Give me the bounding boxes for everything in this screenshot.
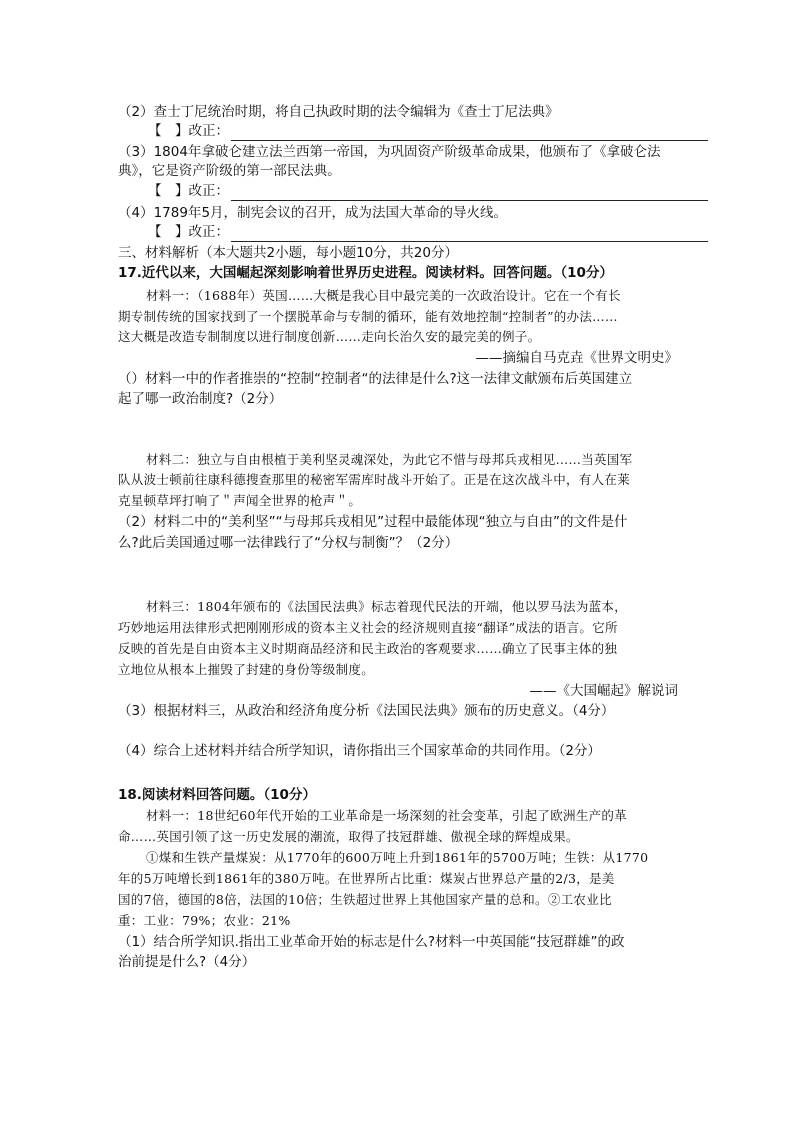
fix-row-2 bbox=[118, 121, 708, 141]
q17-material3-line3: 反映的首先是自由资本主义时期商品经济和民主政治的客观要求……确立了民事主体的独 bbox=[118, 641, 618, 656]
q18-question1-line1: （1）结合所学知识.指出工业革命开始的标志是什么?材料一中英国能“技冠群雄”的政 bbox=[118, 934, 625, 950]
q17-material1-source: ——摘编自马克垚《世界文明史》 bbox=[475, 350, 678, 366]
section-heading: 三、材料解析（本大题共2小题，每小题10分，共20分） bbox=[118, 245, 458, 261]
q17-material1-line3: 这大概是改造专制制度以进行制度创新……走向长治久安的最完美的例子。 bbox=[118, 329, 541, 344]
q17-material1-line1: 材料一：（1688年）英国……大概是我心目中最完美的一次政治设计。它在一个有长 bbox=[146, 288, 621, 303]
q17-material3-line2: 巧妙地运用法律形式把刚刚形成的资本主义社会的经济规则直接“翻译”成法的语言。它所 bbox=[118, 620, 618, 635]
q17-material2-line3: 克星顿草坪打响了＂声闻全世界的枪声＂。 bbox=[118, 493, 362, 508]
fix-label: 【 】改正： bbox=[148, 183, 229, 199]
statement-4: （4）1789年5月，制宪会议的召开，成为法国大革命的导火线。 bbox=[118, 205, 508, 221]
statement-2: （2）查士丁尼统治时期，将自己执政时期的法令编辑为《查士丁尼法典》 bbox=[118, 104, 559, 120]
fix-label: 【 】改正： bbox=[148, 224, 229, 240]
q18-material1-line5: 国的7倍，德国的8倍，法国的10倍；生铁超过世界上其他国家产量的总和。②工农业比 bbox=[118, 892, 612, 907]
q17-material3-line4: 立地位从根本上摧毁了封建的身份等级制度。 bbox=[118, 662, 375, 677]
fix-row-4 bbox=[118, 222, 708, 242]
q17-question1-line2: 起了哪一政治制度?（2分） bbox=[118, 391, 283, 407]
q18-material1-line1: 材料一：18世纪60年代开始的工业革命是一场深刻的社会变革，引起了欧洲生产的革 bbox=[146, 808, 628, 823]
q18-question1-line2: 治前提是什么?（4分） bbox=[118, 954, 256, 970]
q18-intro: 18.阅读材料回答问题。（10分） bbox=[118, 787, 316, 803]
statement-3-line1: （3）1804年拿破仑建立法兰西第一帝国，为巩固资产阶级革命成果，他颁布了《拿破仑法 bbox=[118, 144, 661, 160]
answer-blank[interactable] bbox=[231, 227, 708, 242]
q17-material2-line1: 材料二：独立与自由根植于美利坚灵魂深处，为此它不惜与母邦兵戎相见……当英国军 bbox=[146, 452, 633, 467]
q17-question3: （3）根据材料三，从政治和经济角度分析《法国民法典》颁布的历史意义。（4分） bbox=[118, 703, 615, 719]
q17-question2-line1: （2）材料二中的“美利坚”“与母邦兵戎相见”过程中最能体现“独立与自由”的文件是什 bbox=[118, 514, 628, 530]
q17-question4: （4）综合上述材料并结合所学知识，请你指出三个国家革命的共同作用。（2分） bbox=[118, 743, 601, 759]
q17-material2-line2: 队从波士顿前往康科德搜查那里的秘密军需库时战斗开始了。正是在这次战斗中，有人在莱 bbox=[118, 472, 631, 487]
q17-material3-source: ——《大国崛起》解说词 bbox=[529, 683, 678, 699]
q18-material1-line2: 命……英国引领了这一历史发展的潮流，取得了技冠群雄、傲视全球的辉煌成果。 bbox=[118, 829, 579, 844]
q17-material1-line2: 期专制传统的国家找到了一个摆脱革命与专制的循环，能有效地控制“控制者”的办法…… bbox=[118, 309, 618, 324]
q17-question1-line1: （）材料一中的作者推崇的“控制“控制者“的法律是什么?这一法律文献颁布后英国建立 bbox=[118, 371, 633, 387]
statement-3-line2: 典》，它是资产阶级的第一部民法典。 bbox=[118, 163, 341, 179]
q18-material1-line4: 年的5万吨增长到1861年的380万吨。在世界所占比重：煤炭占世界总产量的2/3，是美 bbox=[118, 871, 615, 886]
q18-material1-line3: ①煤和生铁产量煤炭：从1770年的600万吨上升到1861年的5700万吨；生铁：从1770 bbox=[146, 850, 649, 865]
answer-blank[interactable] bbox=[231, 186, 708, 201]
fix-label: 【 】改正： bbox=[148, 123, 229, 139]
fix-row-3 bbox=[118, 181, 708, 201]
answer-blank[interactable] bbox=[231, 126, 708, 141]
q18-material1-line6: 重：工业：79%；农业：21% bbox=[118, 913, 291, 928]
q17-material3-line1: 材料三：1804年颁布的《法国民法典》标志着现代民法的开端，他以罗马法为蓝本， bbox=[146, 599, 628, 614]
q17-intro: 17.近代以来，大国崛起深刻影响着世界历史进程。阅读材料。回答问题。（10分） bbox=[118, 265, 613, 281]
q17-question2-line2: 么?此后美国通过哪一法律践行了“分权与制衡”？（2分） bbox=[118, 535, 459, 551]
